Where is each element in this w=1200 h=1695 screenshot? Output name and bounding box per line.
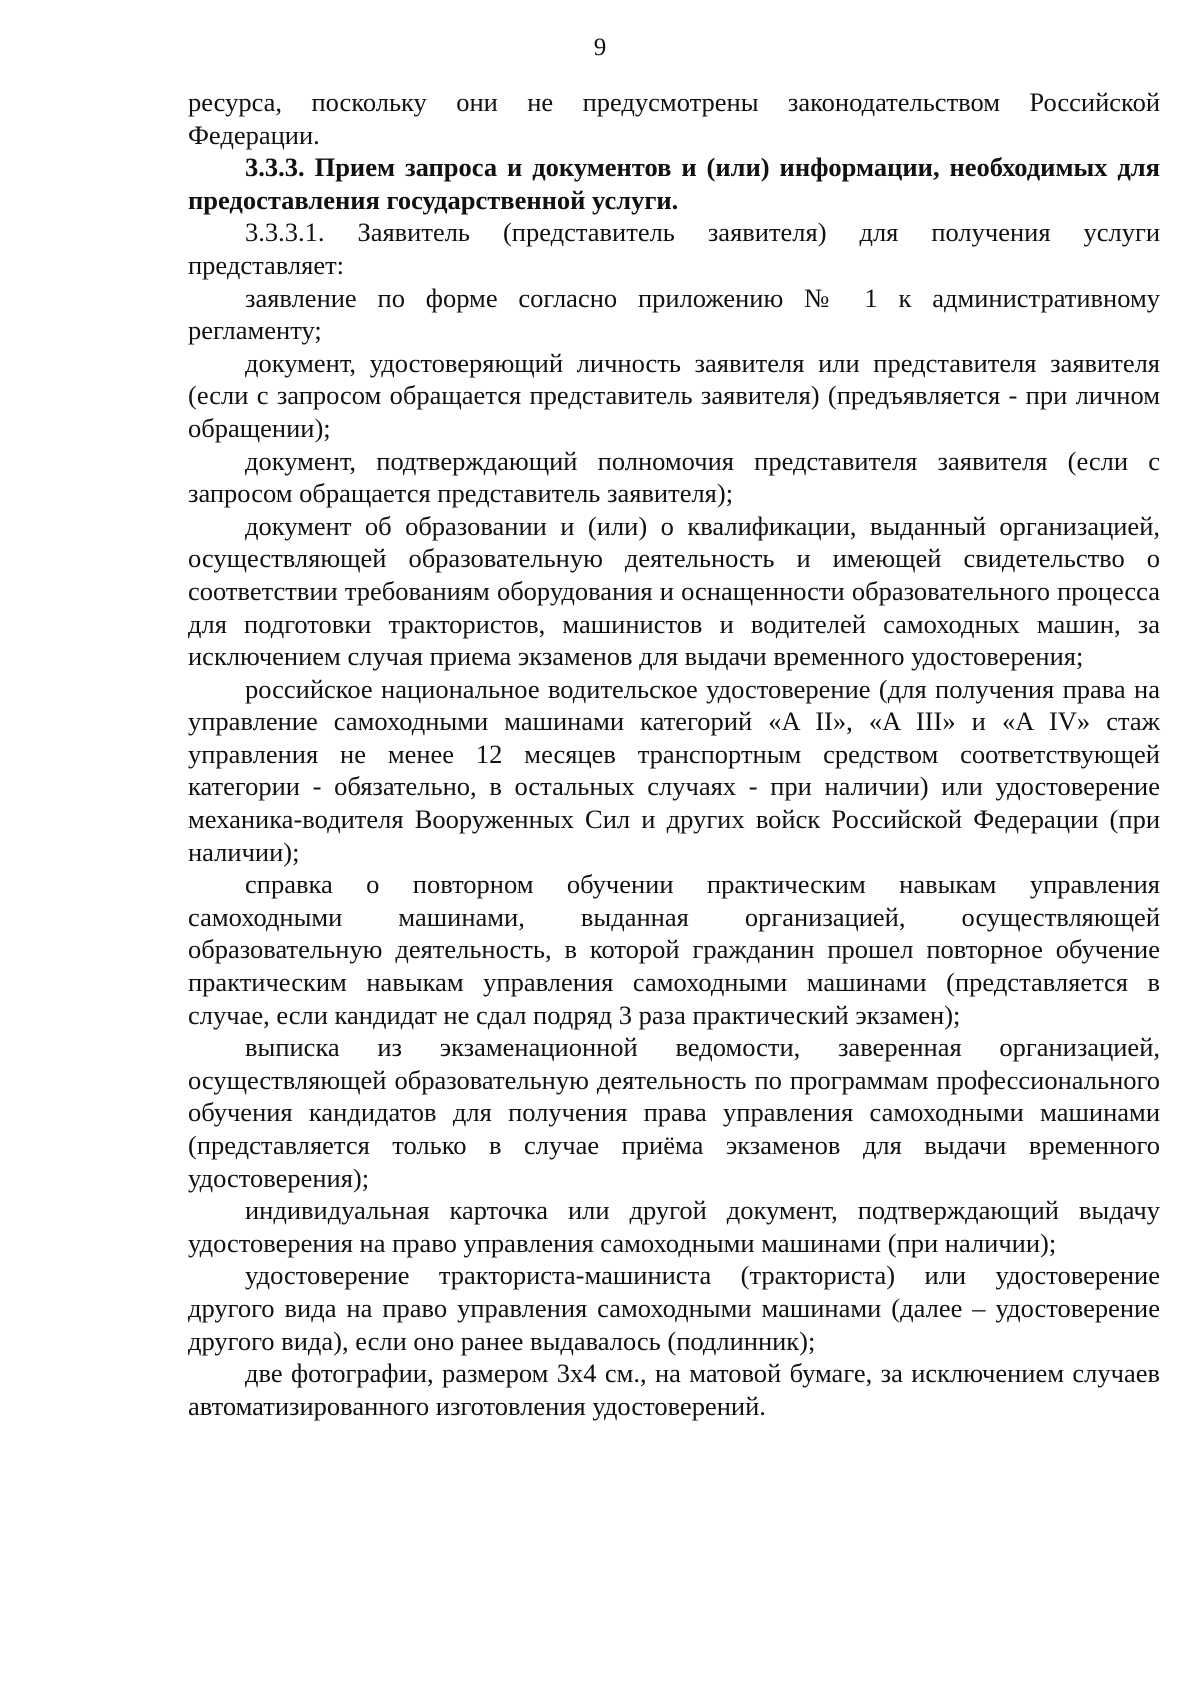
list-item-photographs: две фотографии, размером 3х4 см., на матовой бумаге, за исключением случаев автоматизированного изготовления удостоверений. bbox=[188, 1358, 1160, 1421]
section-heading: 3.3.3. Прием запроса и документов и (или) информации, необходимых для предоставления государственной услуги. bbox=[188, 152, 1160, 215]
page-number: 9 bbox=[593, 34, 607, 61]
document-body bbox=[188, 86, 1160, 1422]
list-item-application-form: заявление по форме согласно приложению № 1 к административному регламенту; bbox=[188, 282, 1160, 346]
list-item-operator-license: удостоверение тракториста-машиниста (тракториста) или удостоверение другого вида на право управления самоходными машинами (далее – удостоверение другого вида), если оно ранее выдавалось (подлинник); bbox=[188, 1260, 1160, 1356]
paragraph-subsection: 3.3.3.1. Заявитель (представитель заявителя) для получения услуги представляет: bbox=[188, 217, 1160, 280]
list-item-authority-document: документ, подтверждающий полномочия представителя заявителя (если с запросом обращается представитель заявителя); bbox=[188, 445, 1160, 509]
list-item-education-document: документ об образовании и (или) о квалификации, выданный организацией, осуществляющей образовательную деятельность и имеющей свидетельство о соответствии требованиям оборудования и оснащенности образовательного процесса для подготовки трактористов, машинистов и водителей самоходных машин, за исключением случая приема экзаменов для выдачи временного удостоверения; bbox=[188, 510, 1160, 672]
paragraph-continuation: ресурса, поскольку они не предусмотрены законодательством Российской Федерации. bbox=[188, 87, 1160, 150]
list-item-retraining-certificate: справка о повторном обучении практическим навыкам управления самоходными машинами, выданная организацией, осуществляющей образовательную деятельность, в которой гражданин прошел повторное обучение практическим навыкам управления самоходными машинами (представляется в случае, если кандидат не сдал подряд 3 раза практический экзамен); bbox=[188, 869, 1160, 1030]
list-item-driver-license: российское национальное водительское удостоверение (для получения права на управление самоходными машинами категорий «A II», «A III» и «A IV» стаж управления не менее 12 месяцев транспортным средством соответствующей категории - обязательно, в остальных случаях - при наличии) или удостоверение механика-водителя Вооруженных Сил и других войск Российской Федерации (при наличии); bbox=[188, 673, 1160, 867]
list-item-exam-statement-extract: выписка из экзаменационной ведомости, заверенная организацией, осуществляющей образовательную деятельность по программам профессионального обучения кандидатов для получения права управления самоходными машинами (представляется только в случае приёма экзаменов для выдачи временного удостоверения); bbox=[188, 1032, 1160, 1193]
list-item-identity-document: документ, удостоверяющий личность заявителя или представителя заявителя (если с запросом обращается представитель заявителя) (предъявляется - при личном обращении); bbox=[188, 347, 1160, 443]
list-item-individual-card: индивидуальная карточка или другой документ, подтверждающий выдачу удостоверения на право управления самоходными машинами (при наличии); bbox=[188, 1195, 1160, 1258]
